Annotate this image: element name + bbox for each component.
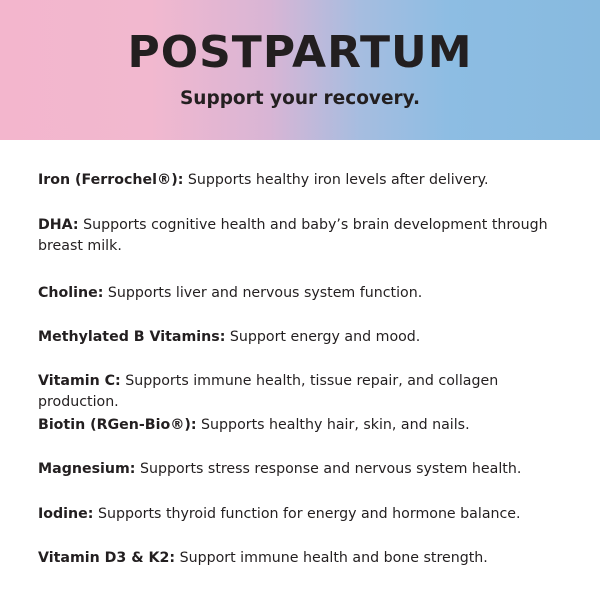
- benefit-name: Biotin (RGen-Bio®):: [38, 417, 197, 433]
- benefit-description: Support immune health and bone strength.: [175, 550, 488, 566]
- page-title: POSTPARTUM: [127, 27, 473, 78]
- benefit-description: Supports healthy iron levels after delivery.: [183, 172, 489, 188]
- benefit-name: Choline:: [38, 285, 104, 301]
- benefit-item-dha: [38, 215, 578, 257]
- benefit-name: DHA:: [38, 217, 79, 233]
- benefit-name: Methylated B Vitamins:: [38, 329, 226, 345]
- gradient-banner: [0, 0, 600, 140]
- benefit-item-iron: [38, 170, 578, 191]
- benefit-description: Supports healthy hair, skin, and nails.: [196, 417, 470, 433]
- benefit-name: Iodine:: [38, 506, 94, 522]
- benefit-item-vitamin-d3-k2: [38, 548, 578, 569]
- benefit-name: Vitamin C:: [38, 373, 121, 389]
- benefit-description: Supports cognitive health and baby’s brain development through breast milk.: [38, 217, 548, 254]
- benefit-description: Supports liver and nervous system function.: [103, 285, 423, 301]
- benefit-item-biotin: [38, 415, 578, 436]
- benefit-name: Magnesium:: [38, 461, 136, 477]
- benefit-item-vitamin-c: [38, 371, 578, 413]
- benefit-description: Supports stress response and nervous system health.: [135, 461, 522, 477]
- benefit-description: Supports thyroid function for energy and hormone balance.: [93, 506, 521, 522]
- benefit-description: Support energy and mood.: [225, 329, 421, 345]
- benefit-description: Supports immune health, tissue repair, and collagen production.: [38, 373, 499, 410]
- page-subtitle: Support your recovery.: [179, 88, 421, 109]
- benefit-item-iodine: [38, 504, 578, 525]
- benefit-item-methylated-b-vitamins: [38, 327, 578, 348]
- benefit-name: Iron (Ferrochel®):: [38, 172, 184, 188]
- benefit-item-magnesium: [38, 459, 578, 480]
- benefit-name: Vitamin D3 & K2:: [38, 550, 176, 566]
- benefit-item-choline: [38, 283, 578, 304]
